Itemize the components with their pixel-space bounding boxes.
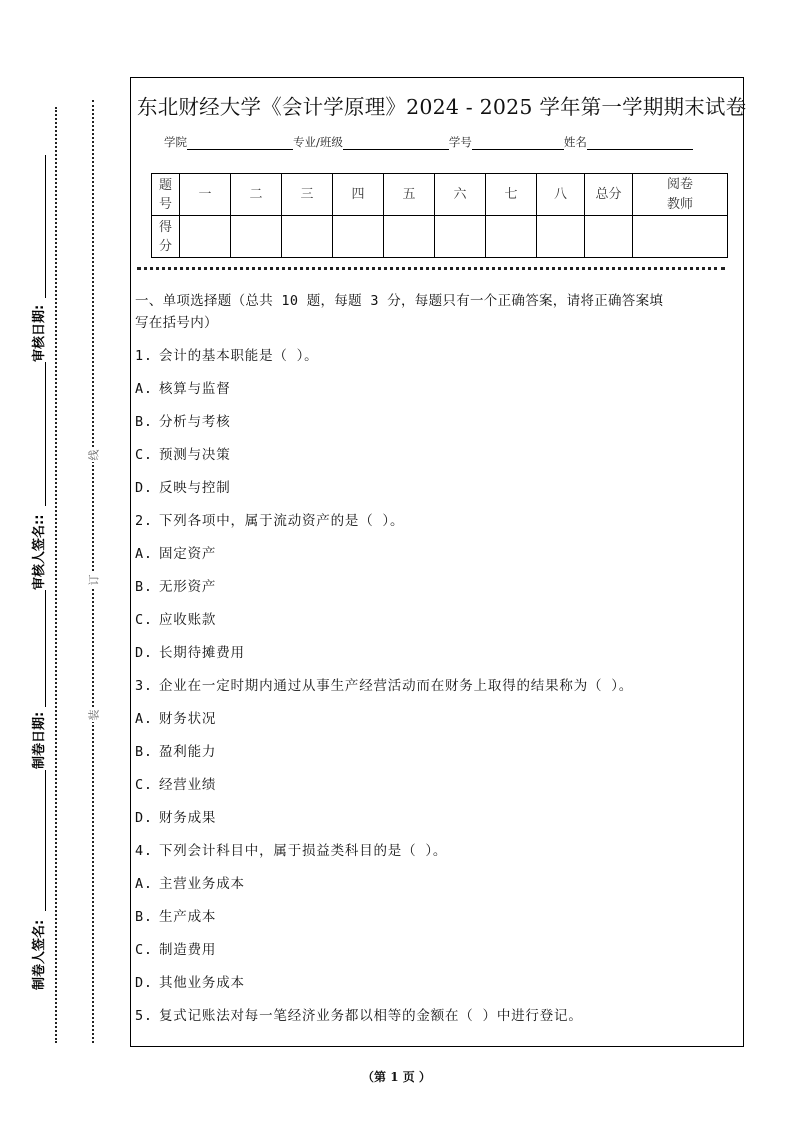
reviewer-header: 阅卷 教师 <box>633 174 728 216</box>
exam-title: 东北财经大学《会计学原理》2024 - 2025 学年第一学期期末试卷 <box>137 95 747 119</box>
column-header: 二 <box>231 174 282 216</box>
score-table-score-row <box>152 216 728 258</box>
student-info-row <box>164 132 693 150</box>
exam-frame <box>130 77 747 1047</box>
column-header: 五 <box>384 174 435 216</box>
column-header: 一 <box>180 174 231 216</box>
option-2d[interactable]: D. 长期待摊费用 <box>135 645 245 661</box>
question-4: 4. 下列会计科目中，属于损益类科目的是（ ）。 <box>135 843 448 859</box>
total-score-header: 总分 <box>585 174 633 216</box>
section-single-choice <box>135 290 739 1024</box>
score-cell[interactable] <box>537 216 585 258</box>
signature-line <box>45 155 46 298</box>
option-1c[interactable]: C. 预测与决策 <box>135 447 231 463</box>
option-1b[interactable]: B. 分析与考核 <box>135 414 231 430</box>
score-table <box>151 173 728 258</box>
column-header: 三 <box>282 174 333 216</box>
name-label: 姓名 <box>563 135 587 149</box>
option-3d[interactable]: D. 财务成果 <box>135 810 217 826</box>
column-header: 四 <box>333 174 384 216</box>
student-id-label: 学号 <box>448 135 472 149</box>
option-4d[interactable]: D. 其他业务成本 <box>135 975 245 991</box>
question-number-header: 题 号 <box>152 174 180 216</box>
binding-dotted-line-inner <box>55 107 57 1043</box>
option-1d[interactable]: D. 反映与控制 <box>135 480 231 496</box>
option-3c[interactable]: C. 经营业绩 <box>135 777 217 793</box>
score-cell[interactable] <box>435 216 486 258</box>
option-2c[interactable]: C. 应收账款 <box>135 612 217 628</box>
college-label: 学院 <box>164 135 187 149</box>
name-field[interactable] <box>587 135 693 150</box>
score-table-header-row <box>152 174 728 216</box>
binding-dotted-line-outer <box>92 100 94 1043</box>
option-4b[interactable]: B. 生产成本 <box>135 909 217 925</box>
page-number: （第 1 页 ） <box>362 1070 431 1084</box>
question-2: 2. 下列各项中，属于流动资产的是（ ）。 <box>135 513 405 529</box>
column-header: 六 <box>435 174 486 216</box>
section-heading: 一、单项选择题（总共 10 题，每题 3 分，每题只有一个正确答案，请将正确答案填 写在括号内） <box>135 293 664 331</box>
option-3b[interactable]: B. 盈利能力 <box>135 744 217 760</box>
question-5: 5. 复式记账法对每一笔经济业务都以相等的金额在（ ）中进行登记。 <box>135 1008 583 1024</box>
binding-mark-line: 线 <box>87 449 100 461</box>
option-2a[interactable]: A. 固定资产 <box>135 546 217 562</box>
score-cell[interactable] <box>486 216 537 258</box>
score-cell[interactable] <box>384 216 435 258</box>
student-id-field[interactable] <box>472 135 564 150</box>
score-cell[interactable] <box>180 216 231 258</box>
signature-line <box>45 770 46 911</box>
major-class-field[interactable] <box>343 135 449 150</box>
option-2b[interactable]: B. 无形资产 <box>135 579 217 595</box>
score-cell[interactable] <box>231 216 282 258</box>
question-3: 3. 企业在一定时期内通过从事生产经营活动而在财务上取得的结果称为（ ）。 <box>135 678 634 694</box>
score-cell[interactable] <box>333 216 384 258</box>
total-score-cell[interactable] <box>585 216 633 258</box>
binding-mark-staple: 订 <box>87 574 100 586</box>
column-header: 八 <box>537 174 585 216</box>
major-class-label: 专业/班级 <box>293 135 343 149</box>
score-row-header: 得 分 <box>152 216 180 258</box>
dotted-separator <box>137 267 725 270</box>
option-4a[interactable]: A. 主营业务成本 <box>135 876 245 892</box>
reviewer-cell[interactable] <box>633 216 728 258</box>
question-1: 1. 会计的基本职能是（ ）。 <box>135 348 319 364</box>
option-3a[interactable]: A. 财务状况 <box>135 711 217 727</box>
score-cell[interactable] <box>282 216 333 258</box>
option-1a[interactable]: A. 核算与监督 <box>135 381 231 397</box>
column-header: 七 <box>486 174 537 216</box>
college-field[interactable] <box>187 135 293 150</box>
signature-line <box>45 590 46 707</box>
option-4c[interactable]: C. 制造费用 <box>135 942 217 958</box>
binding-mark-bind: 装 <box>87 709 100 721</box>
signature-line <box>45 362 46 506</box>
